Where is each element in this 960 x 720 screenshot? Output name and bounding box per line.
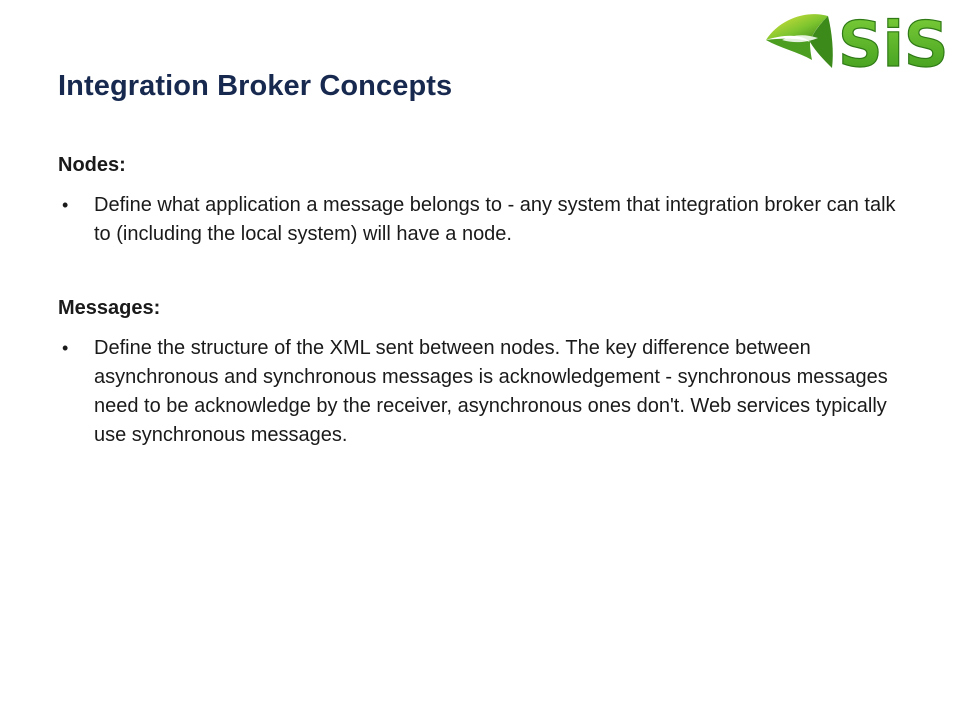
nodes-bullet-list <box>58 191 898 249</box>
bullet-icon: • <box>62 195 69 215</box>
bullet-item-messages-definition <box>58 334 898 450</box>
bullet-item-nodes-definition <box>58 191 898 249</box>
bullet-icon: • <box>62 338 69 358</box>
logo-wordmark: SiS <box>838 8 949 74</box>
sis-logo <box>760 4 956 74</box>
section-heading-nodes: Nodes: <box>58 154 126 176</box>
messages-bullet-list <box>58 334 898 450</box>
sis-logo-graphic <box>760 4 956 74</box>
page-title: Integration Broker Concepts <box>58 70 453 102</box>
leaf-emblem-icon <box>766 14 833 68</box>
bullet-text: Define what application a message belongs to - any system that integration broker can talk to (including the local system) will have a node. <box>94 194 896 245</box>
section-heading-messages: Messages: <box>58 297 161 319</box>
bullet-text: Define the structure of the XML sent between nodes. The key difference between asynchronous and synchronous messages is acknowledgement - synchronous messages need to be acknowledge by the receiver, asynchronous ones don't. Web services typically use synchronous messages. <box>94 337 888 446</box>
slide-body <box>58 152 898 450</box>
